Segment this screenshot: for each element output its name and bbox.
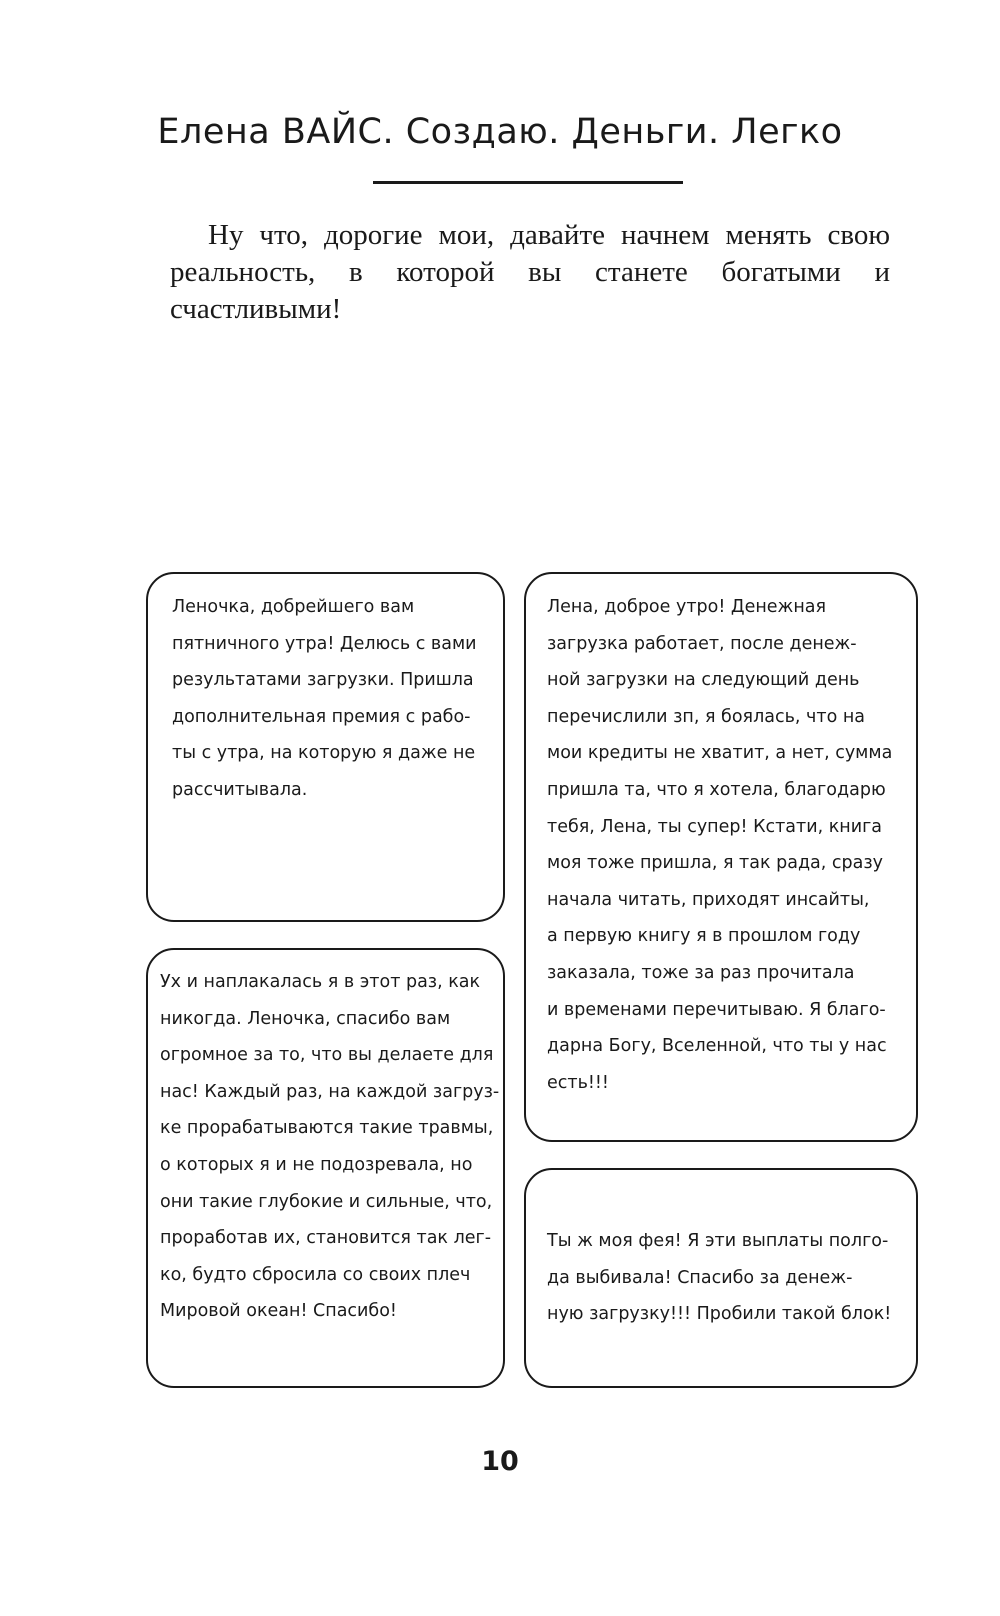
testimonial-text [547, 589, 892, 1101]
text-line: а первую книгу я в прошлом году [547, 926, 861, 947]
testimonial-card-2 [146, 948, 505, 1388]
text-line: перечислили зп, я боялась, что на [547, 706, 866, 727]
text-line: Ух и наплакалась я в этот раз, как [160, 972, 481, 992]
text-line: загрузка работает, после денеж- [547, 633, 857, 654]
text-line: ты с утра, на которую я даже не [172, 743, 476, 764]
text-line: нас! Каждый раз, на каждой загруз- [160, 1081, 500, 1102]
text-line: Леночка, добрейшего вам [172, 597, 415, 617]
text-line: есть!!! [547, 1072, 609, 1093]
text-line: ную загрузку!!! Пробили такой блок! [547, 1304, 892, 1325]
text-line: дополнительная премия с рабо- [172, 706, 471, 727]
text-line: о которых я и не подозревала, но [160, 1154, 473, 1175]
testimonial-text [547, 1223, 891, 1333]
title-divider [373, 181, 683, 184]
text-line: Ты ж моя фея! Я эти выплаты полго- [547, 1231, 889, 1251]
testimonial-text [160, 964, 499, 1330]
text-line: пятничного утра! Делюсь с вами [172, 633, 477, 654]
intro-paragraph: Ну что, дорогие мои, давайте начнем менять свою реальность, в которой вы станете богатыми и счастливыми! [170, 219, 890, 325]
text-line: ной загрузки на следующий день [547, 670, 860, 691]
text-line: дарна Богу, Вселенной, что ты у нас [547, 1036, 887, 1057]
text-line: начала читать, приходят инсайты, [547, 889, 870, 910]
text-line: да выбивала! Спасибо за денеж- [547, 1267, 853, 1288]
testimonial-card-1 [146, 572, 505, 922]
text-line: тебя, Лена, ты супер! Кстати, книга [547, 816, 883, 837]
page-number: 10 [481, 1446, 519, 1477]
text-line: и временами перечитываю. Я благо- [547, 999, 886, 1020]
text-line: моя тоже пришла, я так рада, сразу [547, 853, 884, 874]
text-line: результатами загрузки. Пришла [172, 670, 474, 691]
text-line: ке прорабатываются такие травмы, [160, 1118, 494, 1139]
text-line: рассчитывала. [172, 779, 308, 800]
text-line: Мировой океан! Спасибо! [160, 1301, 397, 1322]
page-header-title: Елена ВАЙС. Создаю. Деньги. Легко [157, 112, 843, 152]
text-line: огромное за то, что вы делаете для [160, 1045, 494, 1066]
text-line: заказала, тоже за раз прочитала [547, 962, 855, 983]
text-line: никогда. Леночка, спасибо вам [160, 1008, 451, 1029]
text-line: они такие глубокие и сильные, что, [160, 1191, 493, 1212]
testimonial-card-4 [524, 1168, 918, 1388]
testimonial-text [172, 589, 477, 809]
text-line: ко, будто сбросила со своих плеч [160, 1264, 471, 1285]
testimonial-card-3 [524, 572, 918, 1142]
text-line: Лена, доброе утро! Денежная [547, 597, 827, 617]
text-line: мои кредиты не хватит, а нет, сумма [547, 743, 893, 764]
text-line: проработав их, становится так лег- [160, 1228, 492, 1249]
text-line: пришла та, что я хотела, благодарю [547, 779, 886, 800]
